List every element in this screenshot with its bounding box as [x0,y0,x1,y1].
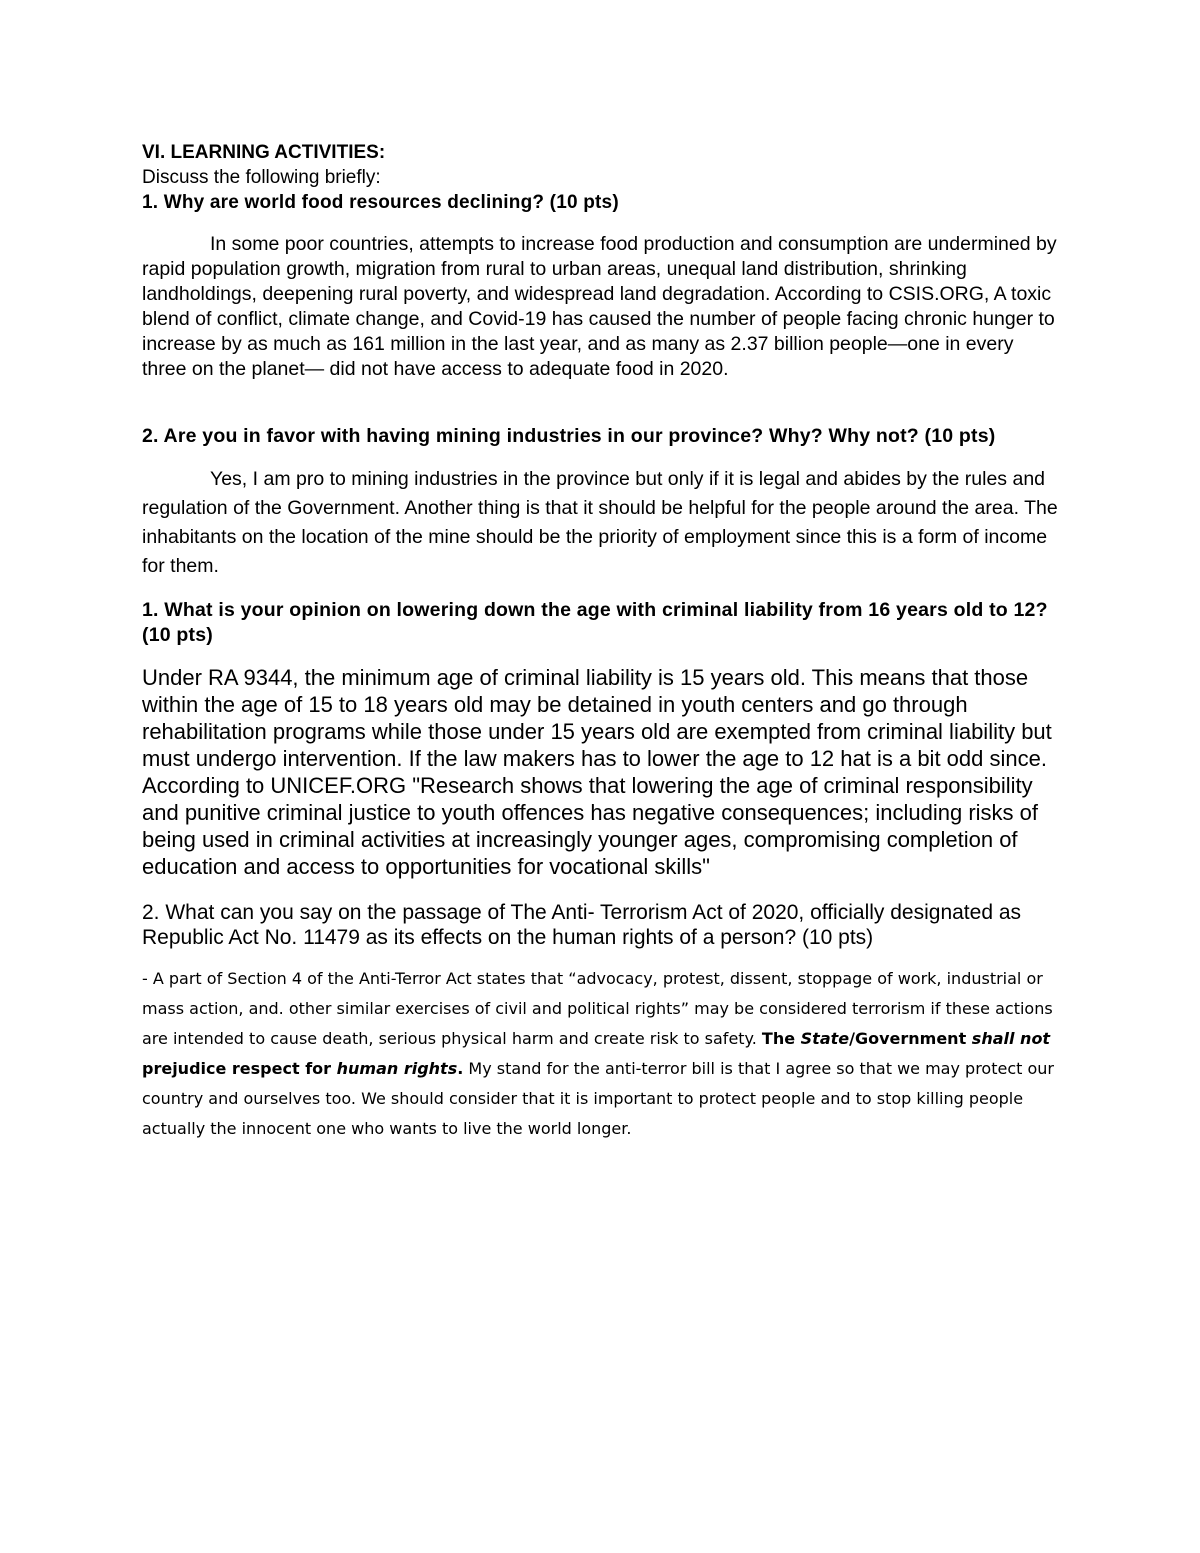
answer-2: Yes, I am pro to mining industries in the province but only if it is legal and abides by the rules and regulation of the Government. Another thing is that it should be helpful for the people around the area. The inhabitants on the location of the mine should be the priority of employment since this is a form of income for them. [142,468,1058,577]
answer-4-part-2: My stand for the anti-terror bill is that I agree so that we may protect our country and ourselves too. We should consider that it is important to protect people and to stop killing people actually the innocent one who wants to live the world longer. [142,1059,1054,1138]
instruction-text: Discuss the following briefly: [142,167,381,188]
answer-4-bold-period: . [457,1059,464,1078]
answer-4-bold-italic-state: State [800,1029,850,1048]
question-4: 2. What can you say on the passage of The Anti- Terrorism Act of 2020, officially designated as Republic Act No. 11479 as its effects on the human rights of a person? (10 pts) [142,901,1022,949]
answer-4-part-1: - A part of Section 4 of the Anti-Terror Act states that “advocacy, protest, dissent, stoppage of work, industrial or mass action, and. other similar exercises of civil and political rights” may be considered terrorism if these actions are intended to cause death, serious physical harm and create risk to safety. [142,969,1053,1048]
question-1: 1. Why are world food resources declining? (10 pts) [142,192,619,213]
answer-4-bold-government: /Government [849,1029,972,1048]
answer-4-bold-prejudice: prejudice respect for [142,1059,337,1078]
answer-4 [142,964,1062,1144]
document-page [142,140,1062,1144]
answer-4-bold-italic-human-rights: human rights [336,1059,458,1078]
question-3: 1. What is your opinion on lowering down the age with criminal liability from 16 years old to 12? (10 pts) [142,599,1048,646]
answer-3: Under RA 9344, the minimum age of criminal liability is 15 years old. This means that those within the age of 15 to 18 years old may be detained in youth centers and go through rehabilitation programs while those under 15 years old are exempted from criminal liability but must undergo intervention. If the law makers has to lower the age to 12 hat is a bit odd since. According to UNICEF.ORG "Research shows that lowering the age of criminal responsibility and punitive criminal justice to youth offences has negative consequences; including risks of being used in criminal activities at increasingly younger ages, compromising completion of education and access to opportunities for vocational skills" [142,665,1052,879]
answer-1: In some poor countries, attempts to increase food production and consumption are undermined by rapid population growth, migration from rural to urban areas, unequal land distribution, shrinking landholdings, deepening rural poverty, and widespread land degradation. According to CSIS.ORG, A toxic blend of conflict, climate change, and Covid-19 has caused the number of people facing chronic hunger to increase by as much as 161 million in the last year, and as many as 2.37 billion people—one in every three on the planet— did not have access to adequate food in 2020. [142,233,1057,380]
question-2: 2. Are you in favor with having mining industries in our province? Why? Why not? (10 pts) [142,425,996,447]
answer-4-bold-italic-shall-not: shall not [971,1029,1051,1048]
section-heading: VI. LEARNING ACTIVITIES: [142,142,386,163]
answer-4-bold-the: The [761,1029,801,1048]
